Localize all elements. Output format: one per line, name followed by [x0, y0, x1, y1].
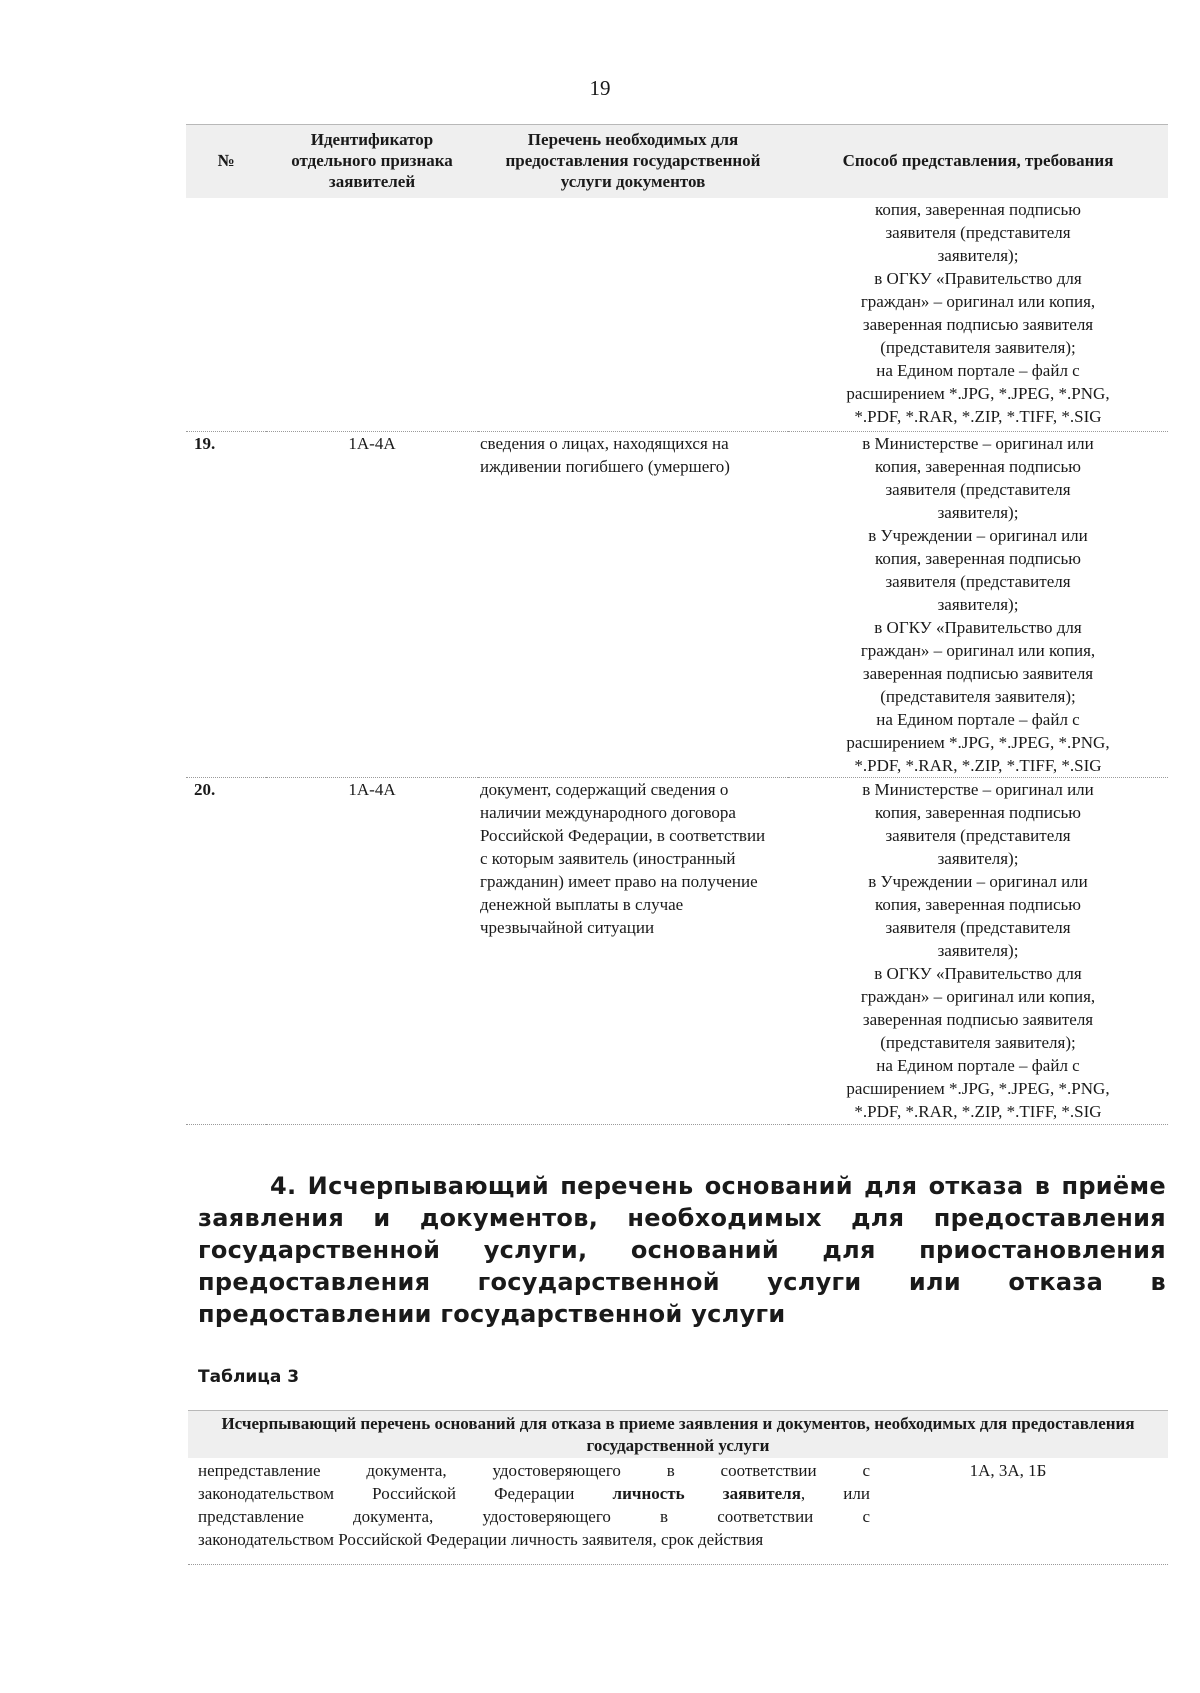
- row-number: 19.: [186, 432, 266, 778]
- page-number: 19: [589, 76, 611, 100]
- row-document: документ, содержащий сведения о наличии международного договора Российской Федерации, в соответствии с которым заявитель (иностранный гражданин) имеет право на получение денежной выплаты в случае чрезвычайной ситуации: [478, 778, 788, 1125]
- header-method: Способ представления, требования: [788, 125, 1168, 199]
- refusal-ground-text: непредставление документа, удостоверяющего в соответствии с законодательством Российской Федерации личность заявителя, или представление документа, удостоверяющего в соответствии с законодательством Российской Федерации личность заявителя, срок действия: [198, 1461, 870, 1549]
- table-row: [188, 1459, 1168, 1565]
- table-row-continuation: [186, 198, 1168, 432]
- header-number: №: [186, 125, 266, 199]
- row-number: 20.: [186, 778, 266, 1125]
- method-cell: копия, заверенная подписью заявителя (представителя заявителя); в ОГКУ «Правительство для граждан» – оригинал или копия, заверенная подписью заявителя (представителя заявителя); на Едином портале – файл с расширением *.JPG, *.JPEG, *.PNG, *.PDF, *.RAR, *.ZIP, *.TIFF, *.SIG: [846, 200, 1110, 426]
- header-identifier: Идентификатор отдельного признака заявителей: [266, 125, 478, 199]
- table-row: [186, 778, 1168, 1125]
- table3-header: Исчерпывающий перечень оснований для отказа в приеме заявления и документов, необходимых для предоставления государственной услуги: [188, 1410, 1168, 1458]
- documents-table: [186, 124, 1168, 1125]
- header-documents: Перечень необходимых для предоставления государственной услуги документов: [478, 125, 788, 199]
- table-header-row: [186, 125, 1168, 199]
- row-identifier: 1А-4А: [266, 778, 478, 1125]
- method-cell: в Министерстве – оригинал или копия, заверенная подписью заявителя (представителя заявителя); в Учреждении – оригинал или копия, заверенная подписью заявителя (представителя заявителя); в ОГКУ «Правительство для граждан» – оригинал или копия, заверенная подписью заявителя (представителя заявителя); на Едином портале – файл с расширением *.JPG, *.JPEG, *.PNG, *.PDF, *.RAR, *.ZIP, *.TIFF, *.SIG: [788, 432, 1168, 778]
- row-document: сведения о лицах, находящихся на иждивении погибшего (умершего): [478, 432, 788, 778]
- table-row: [186, 432, 1168, 778]
- table-caption: Таблица 3: [198, 1367, 300, 1387]
- section-heading: 4. Исчерпывающий перечень оснований для отказа в приёме заявления и документов, необходимых для предоставления государственной услуги, оснований для приостановления предоставления государственной услуги или отказа в предоставлении государственной услуги: [198, 1172, 1166, 1328]
- row-identifier: 1А-4А: [266, 432, 478, 778]
- applicant-codes: 1А, 3А, 1Б: [969, 1461, 1047, 1480]
- method-cell: в Министерстве – оригинал или копия, заверенная подписью заявителя (представителя заявителя); в Учреждении – оригинал или копия, заверенная подписью заявителя (представителя заявителя); в ОГКУ «Правительство для граждан» – оригинал или копия, заверенная подписью заявителя (представителя заявителя); на Едином портале – файл с расширением *.JPG, *.JPEG, *.PNG, *.PDF, *.RAR, *.ZIP, *.TIFF, *.SIG: [788, 778, 1168, 1125]
